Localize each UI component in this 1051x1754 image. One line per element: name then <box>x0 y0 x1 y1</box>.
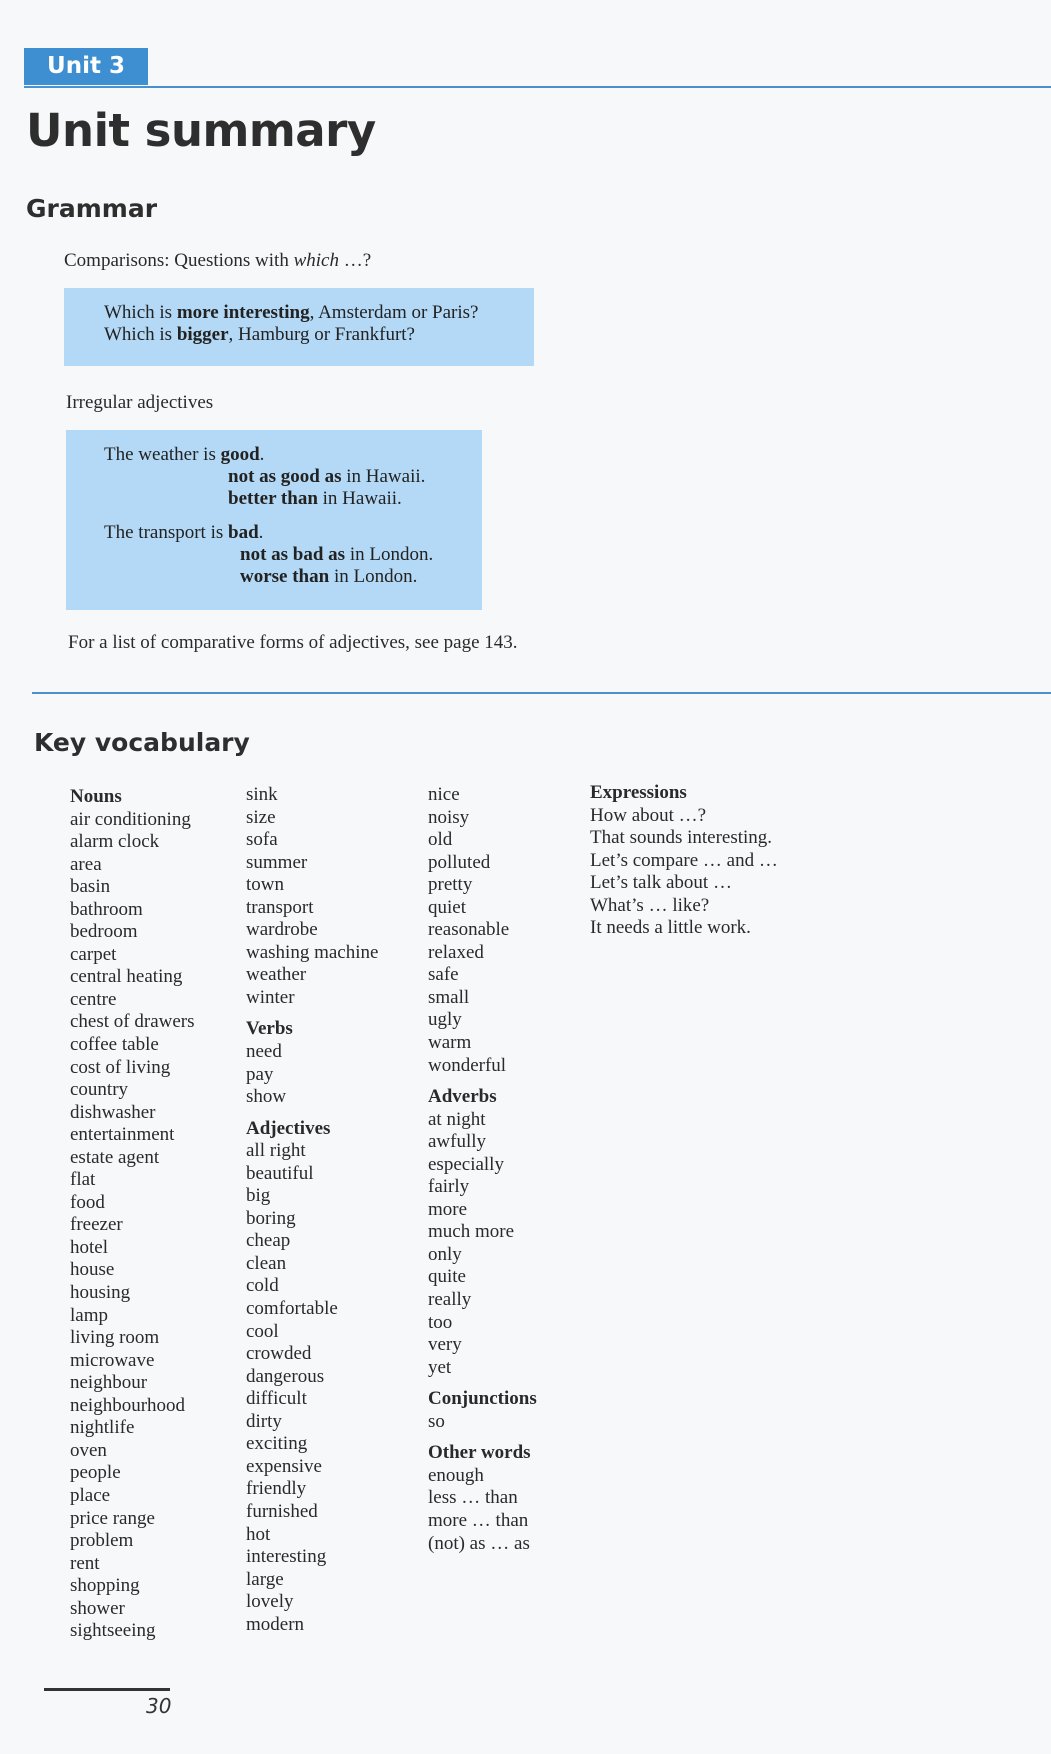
grammar-heading: Grammar <box>26 194 158 223</box>
vocab-item: show <box>246 1086 287 1108</box>
verbs-list <box>246 1041 416 1109</box>
example-text: The transport is <box>104 522 229 543</box>
vocab-item: housing <box>70 1282 131 1304</box>
vocab-item: town <box>246 874 284 896</box>
example-line <box>240 544 433 566</box>
vocab-item: noisy <box>428 806 470 828</box>
vocab-item: enough <box>428 1464 484 1486</box>
vocab-item: sofa <box>246 829 278 851</box>
example-text: in Hawaii. <box>317 488 402 509</box>
vocab-item: sink <box>246 784 278 805</box>
vocab-item: less … than <box>428 1487 518 1509</box>
other-words-heading: Other words <box>428 1442 531 1464</box>
example-line <box>104 324 415 346</box>
vocab-item: nightlife <box>70 1417 135 1439</box>
comparisons-label-em: which <box>293 250 339 271</box>
vocab-item: relaxed <box>428 941 484 963</box>
vocab-item: Let’s talk about … <box>590 872 732 894</box>
vocab-item: crowded <box>246 1343 312 1365</box>
vocab-item: exciting <box>246 1433 308 1455</box>
adjectives-heading: Adjectives <box>246 1117 331 1139</box>
example-bold: bad <box>228 522 259 543</box>
vocab-item: comfortable <box>246 1298 338 1320</box>
vocab-item: fairly <box>428 1176 470 1198</box>
vocab-item: flat <box>70 1169 96 1191</box>
example-bold: good <box>220 444 260 465</box>
irregular-adjectives-label: Irregular adjectives <box>66 392 214 413</box>
vocab-item: rent <box>70 1552 100 1574</box>
vocab-item: especially <box>428 1153 504 1175</box>
page-title: Unit summary <box>26 104 376 157</box>
vocab-item: cool <box>246 1320 279 1342</box>
vocab-item: It needs a little work. <box>590 917 751 939</box>
example-text: . <box>258 522 264 543</box>
vocab-item: lamp <box>70 1304 108 1326</box>
example-line <box>240 566 417 588</box>
vocab-item: food <box>70 1191 105 1213</box>
example-text: , Amsterdam or Paris? <box>309 302 479 323</box>
vocab-item: chest of drawers <box>70 1011 195 1033</box>
vocab-item: bathroom <box>70 898 143 920</box>
vocab-item: wonderful <box>428 1054 507 1076</box>
example-text: The weather is <box>104 444 221 465</box>
vocab-item: estate agent <box>70 1146 160 1168</box>
vocab-item: living room <box>70 1327 160 1349</box>
example-text: Which is <box>104 324 177 345</box>
comparative-forms-note: For a list of comparative forms of adjectives, see page 143. <box>68 632 518 653</box>
section-divider <box>32 692 1051 694</box>
expressions-list <box>590 805 890 940</box>
comparisons-label <box>64 250 371 272</box>
vocab-item: polluted <box>428 851 491 873</box>
vocab-item: safe <box>428 964 459 986</box>
header-rule <box>24 86 1051 88</box>
vocab-item: boring <box>246 1207 296 1229</box>
vocab-item: beautiful <box>246 1162 314 1184</box>
vocab-item: much more <box>428 1221 515 1243</box>
vocab-item: house <box>70 1259 115 1281</box>
example-bold: worse than <box>240 566 330 587</box>
vocab-item: winter <box>246 986 295 1008</box>
nouns-list <box>70 809 240 1643</box>
vocab-column-3 <box>428 784 598 1555</box>
vocab-item: pay <box>246 1063 274 1085</box>
comparisons-label-post: …? <box>338 250 372 271</box>
vocab-item: bedroom <box>70 921 138 943</box>
vocab-item: transport <box>246 896 314 918</box>
vocab-item: oven <box>70 1439 107 1461</box>
conjunctions-list <box>428 1411 598 1434</box>
example-text: Which is <box>104 302 177 323</box>
example-line <box>228 488 402 510</box>
adverbs-list <box>428 1109 598 1380</box>
footer-rule <box>44 1688 170 1691</box>
vocab-item: dangerous <box>246 1365 325 1387</box>
example-text: in London. <box>329 566 418 587</box>
nouns-list-continued <box>246 784 416 1009</box>
expressions-heading: Expressions <box>590 782 687 803</box>
example-bold: not as bad as <box>240 544 346 565</box>
vocab-item: at night <box>428 1108 486 1130</box>
vocab-item: What’s … like? <box>590 894 710 916</box>
vocab-item: washing machine <box>246 941 379 963</box>
vocab-item: entertainment <box>70 1124 175 1146</box>
vocab-item: ugly <box>428 1009 462 1031</box>
vocab-item: coffee table <box>70 1034 159 1056</box>
vocab-item: hotel <box>70 1236 108 1258</box>
vocab-item: wardrobe <box>246 919 318 941</box>
vocab-item: so <box>428 1410 445 1432</box>
vocab-item: central heating <box>70 966 183 988</box>
example-text: , Hamburg or Frankfurt? <box>228 324 415 345</box>
vocab-item: That sounds interesting. <box>590 827 773 849</box>
vocab-item: all right <box>246 1140 306 1162</box>
vocab-item: difficult <box>246 1388 307 1410</box>
vocab-item: place <box>70 1484 111 1506</box>
vocab-item: air conditioning <box>70 808 191 830</box>
vocab-item: quiet <box>428 896 466 918</box>
vocab-item: country <box>70 1079 129 1101</box>
key-vocabulary-heading: Key vocabulary <box>34 728 250 757</box>
vocab-item: alarm clock <box>70 831 160 853</box>
comparisons-label-pre: Comparisons: Questions with <box>64 250 294 271</box>
vocab-item: too <box>428 1311 453 1333</box>
comparisons-example-box <box>64 288 534 366</box>
vocab-item: price range <box>70 1507 155 1529</box>
vocab-item: furnished <box>246 1500 318 1522</box>
unit-badge: Unit 3 <box>24 48 148 85</box>
vocab-item: interesting <box>246 1546 327 1568</box>
example-bold: not as good as <box>228 466 342 487</box>
vocab-column-1 <box>70 786 240 1643</box>
vocab-item: weather <box>246 964 307 986</box>
vocab-item: carpet <box>70 943 117 965</box>
vocab-item: Let’s compare … and … <box>590 849 778 871</box>
vocab-item: very <box>428 1334 462 1356</box>
vocab-item: dishwasher <box>70 1101 156 1123</box>
vocab-item: quite <box>428 1266 466 1288</box>
example-bold: better than <box>228 488 318 509</box>
vocab-item: yet <box>428 1356 452 1378</box>
vocab-item: basin <box>70 876 111 898</box>
example-line <box>104 302 478 324</box>
vocab-item: neighbour <box>70 1372 148 1394</box>
vocab-item: freezer <box>70 1214 123 1236</box>
irregular-example-box <box>66 430 482 610</box>
vocab-item: cost of living <box>70 1056 171 1078</box>
vocab-item: modern <box>246 1613 305 1635</box>
vocab-item: area <box>70 853 102 875</box>
vocab-item: neighbourhood <box>70 1394 186 1416</box>
vocab-item: shower <box>70 1597 125 1619</box>
vocab-item: expensive <box>246 1455 322 1477</box>
example-text: . <box>259 444 265 465</box>
vocab-item: size <box>246 806 276 828</box>
adverbs-heading: Adverbs <box>428 1086 497 1108</box>
vocab-item: cheap <box>246 1230 291 1252</box>
nouns-heading: Nouns <box>70 786 122 807</box>
vocab-item: old <box>428 829 453 851</box>
vocab-item: only <box>428 1243 462 1265</box>
vocab-item: more <box>428 1198 468 1220</box>
vocab-item: centre <box>70 988 117 1010</box>
vocab-item: cold <box>246 1275 279 1297</box>
vocab-item: hot <box>246 1523 271 1545</box>
vocab-item: problem <box>70 1530 134 1552</box>
vocab-item: warm <box>428 1032 472 1054</box>
example-text: in Hawaii. <box>341 466 426 487</box>
example-line <box>104 522 263 544</box>
vocab-item: pretty <box>428 874 473 896</box>
example-text: in London. <box>345 544 434 565</box>
vocab-item: sightseeing <box>70 1620 156 1642</box>
adjectives-list <box>246 1140 416 1636</box>
vocab-item: dirty <box>246 1410 282 1432</box>
vocab-column-4 <box>590 782 890 940</box>
vocab-item: microwave <box>70 1349 155 1371</box>
vocab-item: people <box>70 1462 121 1484</box>
vocab-item: need <box>246 1041 282 1063</box>
vocab-item: really <box>428 1289 472 1311</box>
vocab-item: clean <box>246 1252 287 1274</box>
conjunctions-heading: Conjunctions <box>428 1388 537 1410</box>
vocab-item: How about …? <box>590 804 707 826</box>
vocab-item: shopping <box>70 1575 140 1597</box>
page-number: 30 <box>146 1694 172 1718</box>
vocab-item: friendly <box>246 1478 307 1500</box>
vocab-item: summer <box>246 851 308 873</box>
vocab-item: more … than <box>428 1509 529 1531</box>
adjectives-list-continued <box>428 784 598 1077</box>
verbs-heading: Verbs <box>246 1018 293 1040</box>
example-bold: more interesting <box>176 302 310 323</box>
vocab-item: (not) as … as <box>428 1532 530 1554</box>
vocab-item: small <box>428 986 470 1008</box>
vocab-item: reasonable <box>428 919 510 941</box>
vocab-column-2 <box>246 784 416 1636</box>
example-line <box>228 466 425 488</box>
example-bold: bigger <box>176 324 229 345</box>
vocab-item: awfully <box>428 1131 487 1153</box>
vocab-item: nice <box>428 784 460 805</box>
other-words-list <box>428 1465 598 1555</box>
example-line <box>104 444 264 466</box>
vocab-item: lovely <box>246 1591 294 1613</box>
vocab-item: large <box>246 1568 284 1590</box>
vocab-item: big <box>246 1185 271 1207</box>
